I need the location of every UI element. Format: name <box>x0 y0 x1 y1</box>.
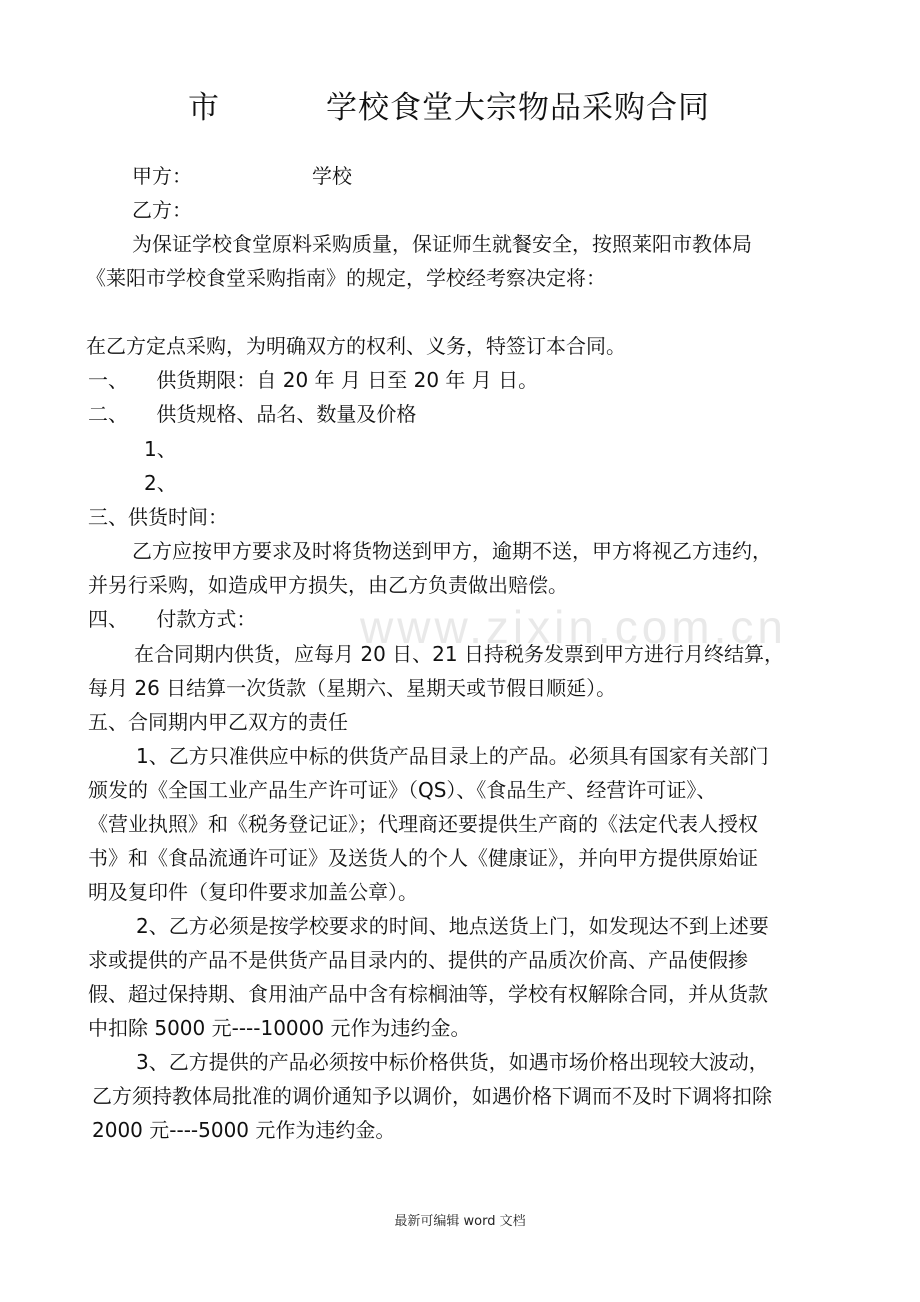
section-3-heading: 三、供货时间： <box>88 505 228 529</box>
section-5-p2-line-2: 求或提供的产品不是供货产品目录内的、提供的产品质次价高、产品使假掺 <box>88 948 748 972</box>
title-city: 市 <box>188 90 219 126</box>
party-a-line <box>132 160 532 193</box>
section-2-number: 二、 <box>88 402 128 426</box>
section-5-heading: 五、合同期内甲乙双方的责任 <box>88 710 348 734</box>
section-4-text: 付款方式： <box>156 607 257 631</box>
section-5-p1-line-3: 《营业执照》和《税务登记证》；代理商还要提供生产商的《法定代表人授权 <box>88 812 758 836</box>
section-2-item-1: 1、 <box>144 437 177 461</box>
document-title <box>0 82 920 126</box>
section-3-line-2: 并另行采购，如造成甲方损失，由乙方负责做出赔偿。 <box>88 573 568 597</box>
section-5-p1-line-4: 书》和《食品流通许可证》及送货人的个人《健康证》，并向甲方提供原始证 <box>88 846 758 870</box>
page-footer: 最新可编辑 word 文档 <box>394 1214 526 1229</box>
watermark: www.zixin.com.cn <box>360 601 787 653</box>
intro-line-2: 《莱阳市学校食堂采购指南》的规定，学校经考察决定将： <box>86 266 606 290</box>
section-4-line-2: 每月 26 日结算一次货款（星期六、星期天或节假日顺延）。 <box>88 676 617 700</box>
section-2-text: 供货规格、品名、数量及价格 <box>156 402 417 426</box>
party-b-label: 乙方： <box>132 198 192 222</box>
section-5-p2-line-3: 假、超过保持期、食用油产品中含有棕榈油等，学校有权解除合同，并从货款 <box>88 982 768 1006</box>
section-4-line-1: 在合同期内供货，应每月 20 日、21 日持税务发票到甲方进行月终结算， <box>134 642 784 666</box>
section-5-p1-line-1: 1、乙方只准供应中标的供货产品目录上的产品。必须具有国家有关部门 <box>136 744 769 768</box>
section-5-p1-line-2: 颁发的《全国工业产品生产许可证》（QS）、《食品生产、经营许可证》、 <box>88 778 717 802</box>
section-5-p3-line-2: 乙方须持教体局批准的调价通知予以调价，如遇价格下调而不及时下调将扣除 <box>92 1084 772 1108</box>
section-5-p3-line-1: 3、乙方提供的产品必须按中标价格供货，如遇市场价格出现较大波动， <box>136 1050 769 1074</box>
section-1 <box>88 364 538 397</box>
section-1-number: 一、 <box>88 368 128 392</box>
party-a-value: 学校 <box>312 164 352 188</box>
party-a-label: 甲方： <box>132 164 192 188</box>
intro-line-3: 在乙方定点采购，为明确双方的权利、义务，特签订本合同。 <box>86 334 626 358</box>
section-2 <box>88 398 416 431</box>
section-4 <box>88 603 256 636</box>
intro-line-1: 为保证学校食堂原料采购质量，保证师生就餐安全，按照莱阳市教体局 <box>132 232 752 256</box>
section-5-p1-line-5: 明及复印件（复印件要求加盖公章）。 <box>88 880 418 904</box>
section-1-text: 供货期限：自 20 年 月 日至 20 年 月 日。 <box>156 368 539 392</box>
section-4-number: 四、 <box>88 607 128 631</box>
section-3-line-1: 乙方应按甲方要求及时将货物送到甲方，逾期不送，甲方将视乙方违约， <box>132 539 772 563</box>
section-5-p3-line-3: 2000 元----5000 元作为违约金。 <box>92 1118 396 1142</box>
title-main: 学校食堂大宗物品采购合同 <box>326 90 710 126</box>
section-2-item-2: 2、 <box>144 471 177 495</box>
section-5-p2-line-4: 中扣除 5000 元----10000 元作为违约金。 <box>88 1016 471 1040</box>
section-5-p2-line-1: 2、乙方必须是按学校要求的时间、地点送货上门，如发现达不到上述要 <box>136 914 769 938</box>
